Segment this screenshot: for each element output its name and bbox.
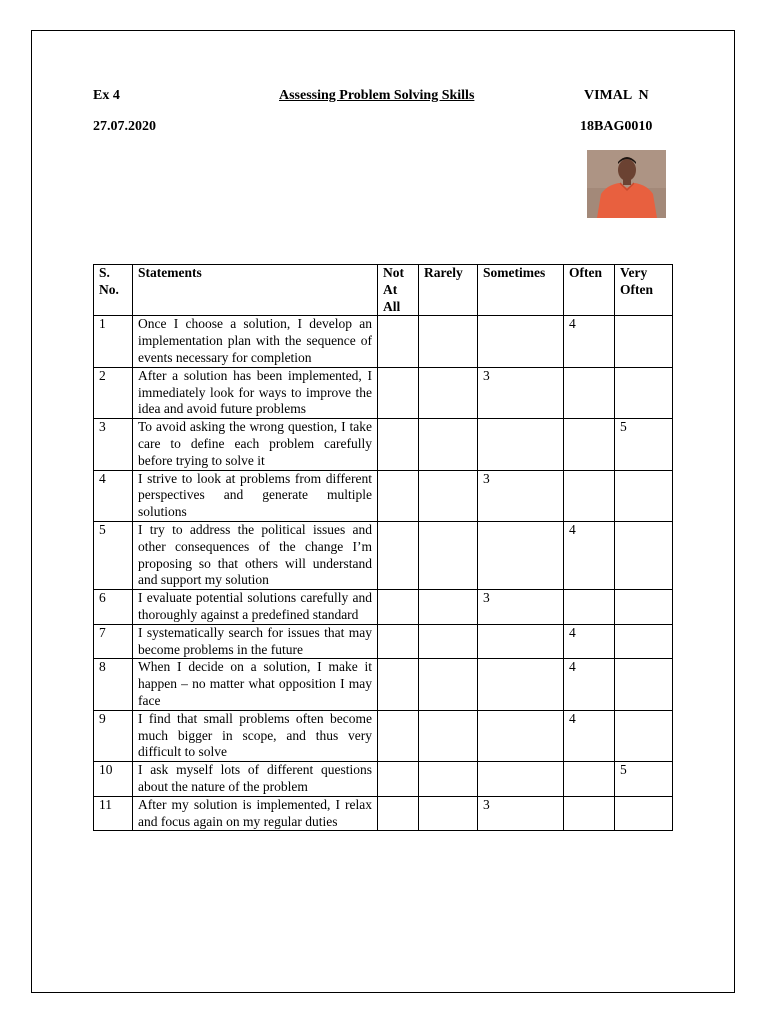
very-often-cell	[615, 659, 673, 710]
sometimes-cell: 3	[478, 590, 564, 625]
not-at-all-cell	[378, 521, 419, 589]
not-at-all-cell	[378, 762, 419, 797]
statement-cell: I ask myself lots of different questions about the nature of the problem	[133, 762, 378, 797]
very-often-cell	[615, 624, 673, 659]
serial-no-cell: 10	[94, 762, 133, 797]
table-row	[94, 470, 673, 521]
rarely-cell	[419, 419, 478, 470]
column-header-not-at-all: Not At All	[378, 265, 419, 316]
often-cell	[564, 470, 615, 521]
statement-cell: After my solution is implemented, I relax and focus again on my regular duties	[133, 796, 378, 831]
very-often-cell	[615, 367, 673, 418]
often-cell	[564, 419, 615, 470]
serial-no-cell: 7	[94, 624, 133, 659]
rarely-cell	[419, 659, 478, 710]
serial-no-cell: 4	[94, 470, 133, 521]
sometimes-cell	[478, 762, 564, 797]
not-at-all-cell	[378, 367, 419, 418]
table-row	[94, 796, 673, 831]
table-row	[94, 710, 673, 761]
serial-no-cell: 9	[94, 710, 133, 761]
very-often-cell	[615, 521, 673, 589]
statement-cell: I systematically search for issues that may become problems in the future	[133, 624, 378, 659]
rarely-cell	[419, 367, 478, 418]
often-cell: 4	[564, 316, 615, 367]
often-cell: 4	[564, 521, 615, 589]
table-row	[94, 419, 673, 470]
column-header-statements: Statements	[133, 265, 378, 316]
sometimes-cell	[478, 521, 564, 589]
column-header-very-often: Very Often	[615, 265, 673, 316]
very-often-cell: 5	[615, 762, 673, 797]
not-at-all-cell	[378, 659, 419, 710]
often-cell: 4	[564, 624, 615, 659]
rarely-cell	[419, 316, 478, 367]
often-cell: 4	[564, 659, 615, 710]
serial-no-cell: 2	[94, 367, 133, 418]
table-row	[94, 590, 673, 625]
often-cell	[564, 762, 615, 797]
student-photo	[587, 150, 666, 218]
statement-cell: I strive to look at problems from different perspectives and generate multiple solutions	[133, 470, 378, 521]
rarely-cell	[419, 762, 478, 797]
statement-cell: Once I choose a solution, I develop an implementation plan with the sequence of events necessary for completion	[133, 316, 378, 367]
column-header-rarely: Rarely	[419, 265, 478, 316]
table-row	[94, 316, 673, 367]
serial-no-cell: 8	[94, 659, 133, 710]
very-often-cell	[615, 710, 673, 761]
rarely-cell	[419, 624, 478, 659]
statement-cell: To avoid asking the wrong question, I take care to define each problem carefully before trying to solve it	[133, 419, 378, 470]
sometimes-cell	[478, 419, 564, 470]
statement-cell: I find that small problems often become much bigger in scope, and thus very difficult to solve	[133, 710, 378, 761]
statement-cell: I try to address the political issues and other consequences of the change I’m proposing so that others will understand and support my solution	[133, 521, 378, 589]
very-often-cell	[615, 470, 673, 521]
statement-cell: When I decide on a solution, I make it happen – no matter what opposition I may face	[133, 659, 378, 710]
page-title: Assessing Problem Solving Skills	[279, 88, 475, 103]
serial-no-cell: 11	[94, 796, 133, 831]
exercise-label: Ex 4	[93, 88, 120, 103]
serial-no-cell: 6	[94, 590, 133, 625]
sometimes-cell: 3	[478, 796, 564, 831]
not-at-all-cell	[378, 590, 419, 625]
rarely-cell	[419, 710, 478, 761]
very-often-cell: 5	[615, 419, 673, 470]
statement-cell: After a solution has been implemented, I immediately look for ways to improve the idea and avoid future problems	[133, 367, 378, 418]
sometimes-cell	[478, 316, 564, 367]
sometimes-cell: 3	[478, 367, 564, 418]
very-often-cell	[615, 590, 673, 625]
not-at-all-cell	[378, 624, 419, 659]
column-header-sometimes: Sometimes	[478, 265, 564, 316]
table-row	[94, 521, 673, 589]
rarely-cell	[419, 521, 478, 589]
not-at-all-cell	[378, 796, 419, 831]
serial-no-cell: 5	[94, 521, 133, 589]
rarely-cell	[419, 590, 478, 625]
column-header-often: Often	[564, 265, 615, 316]
table-row	[94, 762, 673, 797]
sometimes-cell	[478, 659, 564, 710]
rarely-cell	[419, 470, 478, 521]
table-row	[94, 367, 673, 418]
column-header-serial-no: S. No.	[94, 265, 133, 316]
student-name: VIMAL N	[584, 88, 649, 103]
statement-cell: I evaluate potential solutions carefully and thoroughly against a predefined standard	[133, 590, 378, 625]
not-at-all-cell	[378, 419, 419, 470]
often-cell	[564, 367, 615, 418]
date-label: 27.07.2020	[93, 119, 156, 134]
not-at-all-cell	[378, 710, 419, 761]
register-number: 18BAG0010	[580, 119, 653, 134]
rarely-cell	[419, 796, 478, 831]
not-at-all-cell	[378, 316, 419, 367]
very-often-cell	[615, 796, 673, 831]
very-often-cell	[615, 316, 673, 367]
sometimes-cell	[478, 624, 564, 659]
not-at-all-cell	[378, 470, 419, 521]
often-cell	[564, 590, 615, 625]
sometimes-cell	[478, 710, 564, 761]
table-row	[94, 659, 673, 710]
often-cell: 4	[564, 710, 615, 761]
serial-no-cell: 1	[94, 316, 133, 367]
often-cell	[564, 796, 615, 831]
sometimes-cell: 3	[478, 470, 564, 521]
serial-no-cell: 3	[94, 419, 133, 470]
table-row	[94, 624, 673, 659]
assessment-table	[93, 264, 673, 831]
table-header-row	[94, 265, 673, 316]
